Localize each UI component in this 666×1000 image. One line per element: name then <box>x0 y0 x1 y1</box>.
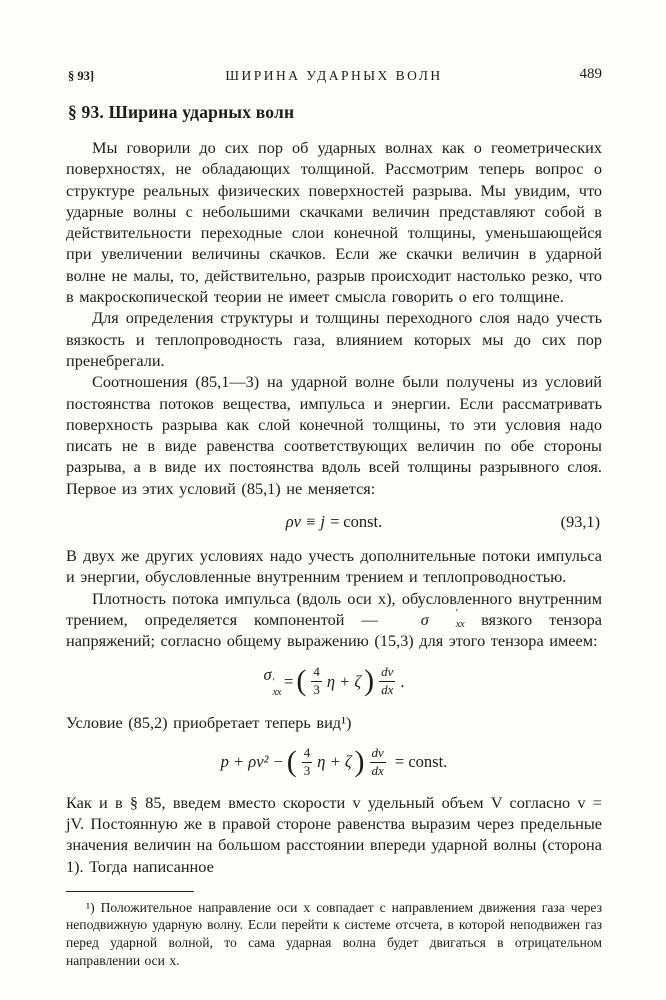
right-paren: ) <box>354 744 365 778</box>
left-paren: ( <box>286 744 297 778</box>
equation-const: const. <box>343 512 383 532</box>
equation-momentum-body <box>221 746 448 779</box>
paragraph-relations: Соотношения (85,1—3) на ударной волне были получены из условий постоянства потоков вещества, импульса и энергии. Если рассматривать поверхность разрыва как слой конечной толщины, то эти условия надо писать не в виде равенства соответствующих величин по обе стороны разрыва, а в виде их постоянства вдоль всей толщины разрывного слоя. Первое из этих условий (85,1) не меняется: <box>66 372 602 498</box>
fraction-four-thirds: $\frac{4}{3}$ <box>303 744 311 778</box>
paragraph-specific-volume: Как и в § 85, введем вместо скорости v удельный объем V согласно v = jV. Постоянную же в правой стороне равенства выразим через предельные значения величин на большом расстоянии впереди ударной волны (сторона 1). Тогда написанное <box>66 792 602 876</box>
equation-viscous-stress <box>66 665 602 699</box>
viscosity-terms: η + ζ <box>326 671 362 691</box>
fraction-dv-dx: $\frac{dv}{dx}$ <box>371 744 384 778</box>
paragraph-viscosity: Для определения структуры и толщины переходного слоя надо учесть вязкость и теплопроводность газа, влиянием которых мы до сих пор пренебрегали. <box>66 308 602 370</box>
equals-sign: = <box>284 671 294 691</box>
paragraph-momentum-flux-text-after: вязкого тензора напряжений; согласно общему выражению (15,3) для этого тензора имеем: <box>66 609 602 651</box>
fraction-dv-dx: $\frac{dv}{dx}$ <box>381 664 394 698</box>
footnote-block <box>66 891 602 969</box>
equation-number: (93,1) <box>560 512 600 532</box>
page-number: 489 <box>579 66 602 82</box>
viscosity-terms: η + ζ <box>317 752 352 772</box>
equation-mass-flux-body <box>286 512 382 532</box>
momentum-prefix: p + ρv² − <box>220 752 284 772</box>
paragraph-momentum-flux-text-before: Плотность потока импульса (вдоль оси x), обусловленного внутренним трением, определяется компонентой — <box>66 588 602 629</box>
sigma-lhs: σ ′ xx <box>263 664 281 699</box>
paragraph-other-conditions: В двух же других условиях надо учесть дополнительные потоки импульса и энергии, обусловленные внутренним трением и теплопроводностью. <box>66 546 602 587</box>
equation-mass-flux <box>66 512 602 532</box>
running-head-section-marker: § 93] <box>68 69 95 83</box>
fraction-four-thirds: $\frac{4}{3}$ <box>313 664 320 698</box>
paragraph-intro: Мы говорили до сих пор об ударных волнах как о геометрических поверхностях, не обладающих толщиной. Рассмотрим теперь вопрос о структуре реальных физических поверхностей разрыва. Мы увидим, что ударные волны с небольшими скачками величин представляют собой в действительности переходные слои конечной толщины, уменьшающейся при увеличении величины скачков. Если же скачки величин в ударной волне не малы, то, действительно, разрыв происходит настолько резко, что в макроскопической теории не имеет смысла говорить о его толщине. <box>66 138 602 307</box>
equation-momentum <box>66 746 602 779</box>
equation-viscous-stress-body <box>264 665 405 699</box>
paragraph-momentum-flux <box>66 588 602 652</box>
paragraph-condition-85-2: Условие (85,2) приобретает теперь вид¹) <box>66 712 352 732</box>
running-head-title: ШИРИНА УДАРНЫХ ВОЛН <box>225 68 443 83</box>
right-paren: ) <box>364 664 375 698</box>
momentum-suffix: = const. <box>394 752 448 772</box>
footnote-text: ¹) Положительное направление оси x совпадает с направлением движения газа через неподвижную ударную волну. Если перейти к системе отсчета, в которой неподвижен газ перед ударной волной, то сама ударная волна будет двигаться в отрицательном направлении оси x. <box>66 899 602 968</box>
section-heading: § 93. Ширина ударных волн <box>68 102 295 122</box>
period: . <box>400 671 405 691</box>
equation-variables: ρv ≡ j = <box>285 512 341 532</box>
footnote-rule <box>66 891 194 892</box>
running-head <box>66 66 602 86</box>
left-paren: ( <box>296 664 307 698</box>
sigma-xx-symbol: σ ′ xx <box>420 608 465 630</box>
